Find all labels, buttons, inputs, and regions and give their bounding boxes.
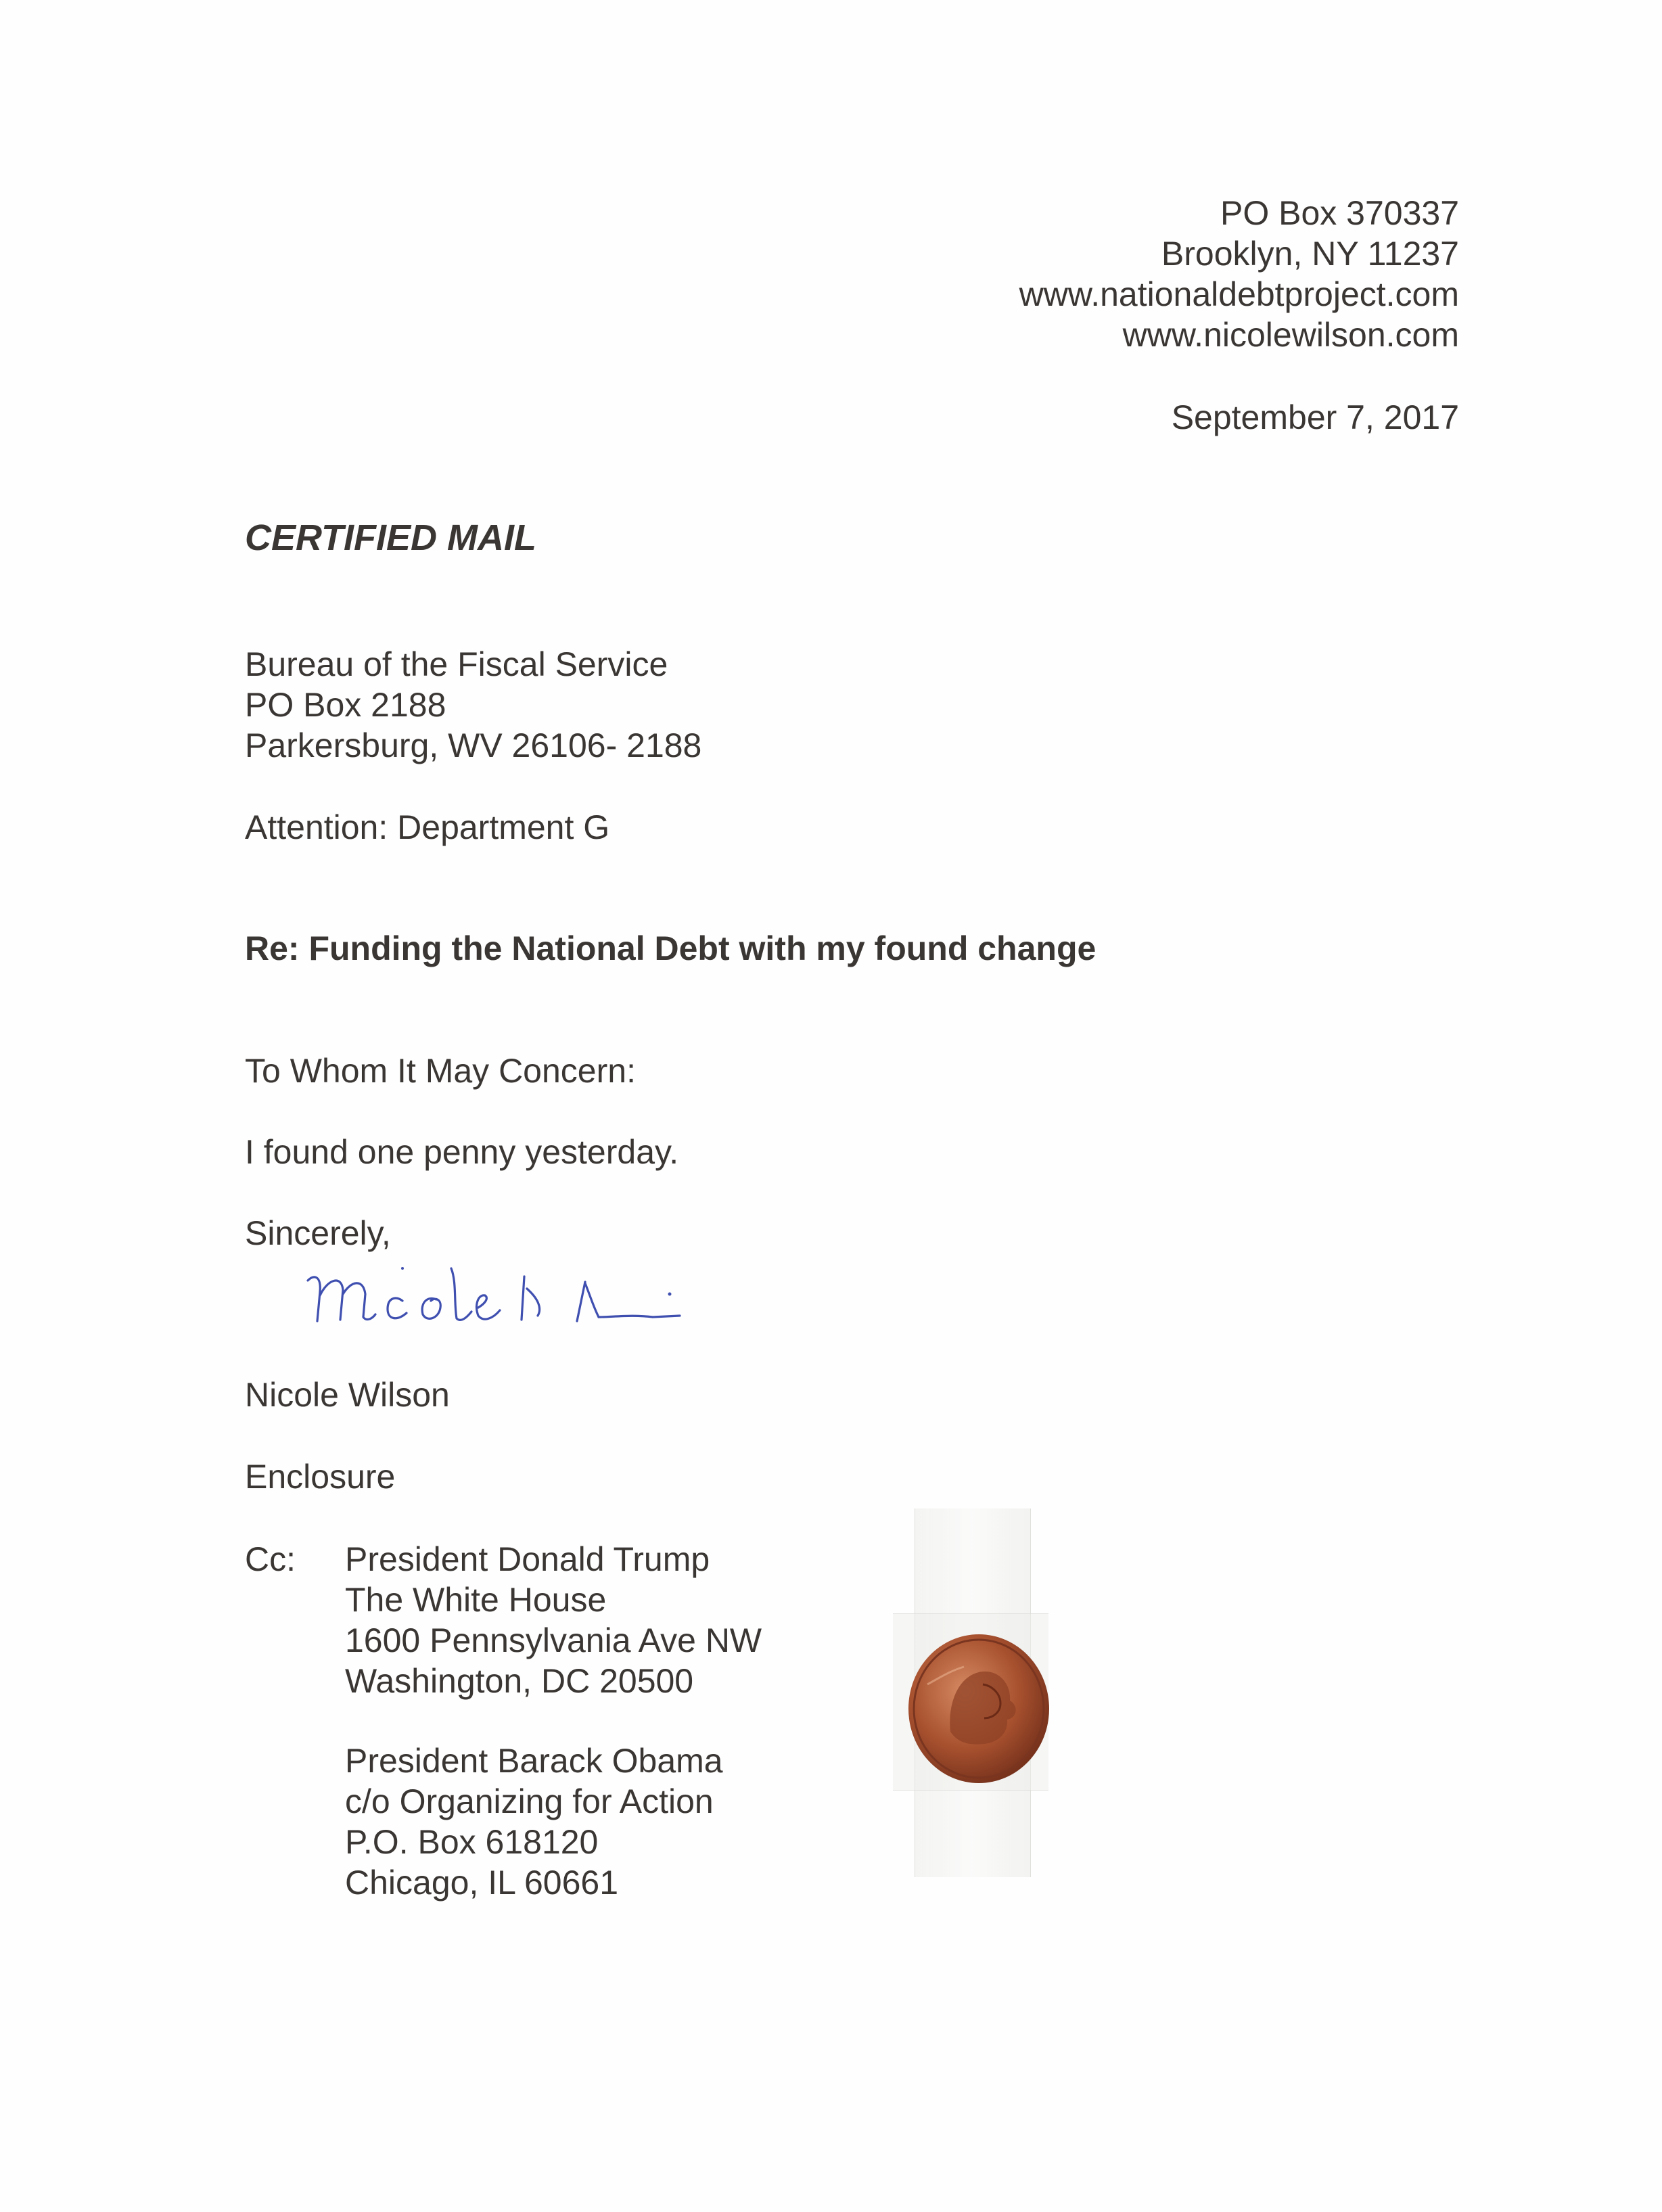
letter-body: I found one penny yesterday. — [245, 1133, 679, 1171]
handwritten-signature — [301, 1241, 720, 1343]
cc-recipient-name: President Barack Obama — [345, 1742, 723, 1780]
cc-recipient-trump — [345, 1539, 762, 1701]
sender-address — [1019, 193, 1459, 355]
sender-city: Brooklyn, NY 11237 — [1161, 235, 1459, 273]
cc-recipient-line2: c/o Organizing for Action — [345, 1782, 714, 1820]
signer-name: Nicole Wilson — [245, 1376, 450, 1414]
certified-mail-heading: CERTIFIED MAIL — [245, 517, 536, 558]
sender-website-1: www.nationaldebtproject.com — [1019, 275, 1459, 313]
sender-po-box: PO Box 370337 — [1220, 194, 1459, 232]
sender-website-2: www.nicolewilson.com — [1122, 316, 1459, 354]
cc-recipient-line3: 1600 Pennsylvania Ave NW — [345, 1621, 762, 1659]
salutation: To Whom It May Concern: — [245, 1052, 636, 1090]
closing: Sincerely, — [245, 1214, 391, 1252]
cc-recipient-line3: P.O. Box 618120 — [345, 1823, 599, 1861]
cc-recipient-name: President Donald Trump — [345, 1540, 710, 1578]
cc-recipient-line2: The White House — [345, 1581, 607, 1619]
recipient-po-box: PO Box 2188 — [245, 686, 446, 724]
subject-line: Re: Funding the National Debt with my found change — [245, 929, 1097, 967]
cc-recipient-line4: Chicago, IL 60661 — [345, 1864, 619, 1902]
enclosure-note: Enclosure — [245, 1458, 396, 1496]
penny-coin-image — [903, 1630, 1059, 1786]
cc-label: Cc: — [245, 1540, 296, 1578]
recipient-city: Parkersburg, WV 26106- 2188 — [245, 727, 702, 764]
cc-recipient-obama — [345, 1741, 723, 1903]
cc-recipient-line4: Washington, DC 20500 — [345, 1662, 694, 1700]
letter-date: September 7, 2017 — [1171, 398, 1459, 436]
attention-line: Attention: Department G — [245, 808, 610, 846]
recipient-name: Bureau of the Fiscal Service — [245, 645, 668, 683]
recipient-address — [245, 644, 701, 766]
